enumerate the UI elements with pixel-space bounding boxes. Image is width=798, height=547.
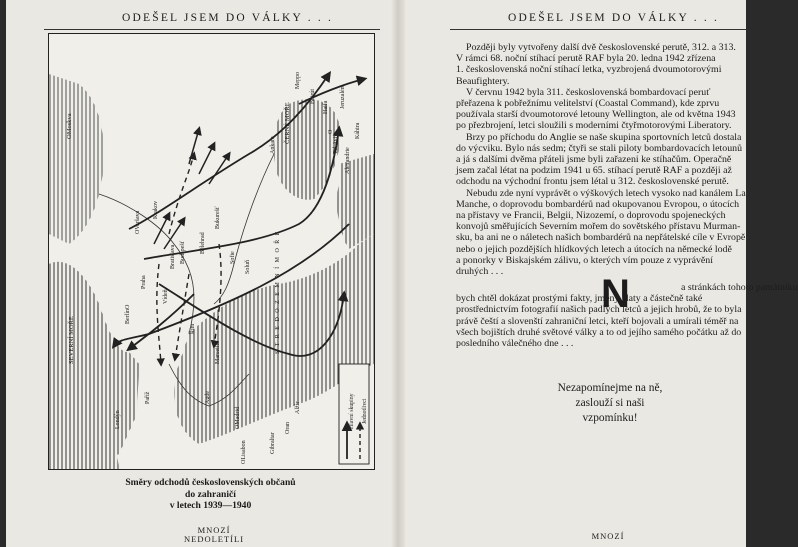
label-marseille: Marseille <box>215 341 221 364</box>
paragraph-line: nebo o jejich pozdějších hlídkových letech a útocích na německé lodě <box>456 243 732 255</box>
paragraph-line: V červnu 1942 byla 311. československá bombardovací peruť <box>466 86 711 98</box>
dedication-line: posledního válečného dne . . . <box>456 338 574 350</box>
paragraph-line: Nebudu zde nyní vyprávět o výškových letech vysoko nad kanálem La <box>466 187 746 199</box>
route-main-6 <box>299 79 364 104</box>
footer-left-line-1: MNOZÍ <box>197 525 231 535</box>
drop-cap: N <box>601 272 630 316</box>
paragraph-line: do výcviku. Bylo nás sedm; čtyři se stali piloty bombardovacích letounů <box>456 142 743 154</box>
label-kahira: Káhira <box>355 122 361 139</box>
label-lisabon: OLisabon <box>241 440 247 464</box>
paragraph-line: sku, ba ani ne o náletech našich bombardérů na nepřátelské cíle v Evropě <box>456 232 746 244</box>
label-bejrut-o: O <box>328 129 334 134</box>
footer-left <box>184 526 244 544</box>
label-belehrad: Bělehrad <box>200 232 206 254</box>
caption-line-2: do zahraničí <box>185 488 236 500</box>
paragraph-line: V rámci 68. noční stíhací perutě RAF byla 20. ledna 1942 zřízena <box>456 53 716 65</box>
label-berlin: BerlínO <box>125 304 131 324</box>
running-head-left: ODEŠEL JSEM DO VÁLKY . . . <box>122 12 334 24</box>
label-bejrut: Bejrút <box>310 89 316 104</box>
label-alzir: Alžír <box>295 401 301 414</box>
label-stredozemni-more: S T Ř E D O Z E M N Í M O Ř E <box>275 230 281 354</box>
caption-line-1: Směry odchodů československých občanů <box>125 477 296 488</box>
closing-line-2: zaslouží si naši <box>575 397 645 409</box>
label-solun: Soluň <box>245 259 251 274</box>
legend-main-groups: Hlavní skupiny <box>349 393 355 429</box>
map-caption <box>48 477 373 512</box>
left-page <box>6 0 398 547</box>
label-rim: Řím <box>190 323 196 334</box>
label-aleksandrie: Alexandrie <box>345 147 351 174</box>
label-tel-aviv: Tel Aviv <box>333 133 339 154</box>
route-ind-2 <box>157 264 161 364</box>
paragraph-line: konvojů směřujících Severním mořem do sovětského přístavu Murman- <box>456 221 741 233</box>
dedication-line: prostřednictvím fotografií našich padlých letců a jejich hrobů, že to byla <box>456 304 742 316</box>
emigration-map <box>48 33 375 470</box>
label-bratislava: Bratislava <box>170 244 176 269</box>
dedication-line: a stránkách tohoto památníku <box>681 282 798 293</box>
closing-line-1: Nezapomínejme na ně, <box>557 382 663 394</box>
label-jeruzalem: Jeruzalém <box>340 84 346 109</box>
paragraph-line: používala starší dvoumotorové letouny Wellington, ale od května 1943 <box>456 109 736 121</box>
paragraph-line: Později byly vytvořeny další dvě československé perutě, 312. a 313. <box>466 42 736 53</box>
label-vieden: Vídeň <box>163 289 169 304</box>
baltic-sea <box>49 74 104 244</box>
label-gibraltar: Gibraltar <box>270 432 276 454</box>
label-varsava: OVaršava <box>135 210 141 234</box>
dedication-line: všech bojištích druhé světové války a to od jejího samého počátku až do <box>456 326 742 338</box>
label-agde: Agde <box>205 391 211 404</box>
paragraph-line: druhých . . . <box>456 266 504 278</box>
paragraph-line: Manche, o doprovodu bombardérů nad okupovanou Evropou, o útocích <box>456 198 740 210</box>
body-text <box>456 42 756 277</box>
caption-line-3: v letech 1939—1940 <box>169 500 252 511</box>
east-med <box>337 154 374 249</box>
label-moskva: OMoskva <box>66 113 73 139</box>
footer-right: MNOZÍ <box>591 531 625 541</box>
paragraph-line: a ponorky v Biskajském zálivu, o kterých vím pouze z vyprávění <box>456 254 713 266</box>
label-budapest: Budapešť <box>180 240 186 264</box>
label-london: Londýn <box>115 410 121 429</box>
paragraph-line: na přístavy ve Francii, Belgii, Nizozemí, o doprovodu spojeneckých <box>456 210 726 222</box>
paragraph-line: 1. československá noční stíhací letka, vyzbrojená dvoumotorovými <box>456 64 722 76</box>
header-rule-left <box>44 29 380 30</box>
book-gutter <box>391 0 405 547</box>
legend-individuals: Jednotlivci <box>362 398 368 424</box>
label-cerne-more: ČERNÉ MOŘE <box>284 102 291 144</box>
label-sofia: Sofie <box>230 251 236 264</box>
closing-line-3: vzpomínku! <box>582 412 638 424</box>
closing-dedication <box>530 381 690 426</box>
paragraph-line: jsem začal létat na podzim 1941 u 65. stíhací perutě RAF a později až <box>456 165 732 177</box>
paragraph-line: odchodu na východní frontu jsem létal u 312. československé perutě. <box>456 176 729 188</box>
footer-left-line-2: NEDOLETÍLI <box>184 534 245 544</box>
paragraph-line: Beaufightery. <box>456 75 510 87</box>
header-rule-right <box>450 29 746 30</box>
label-meppo: Meppo <box>295 72 301 89</box>
label-krakov: Krakov <box>153 201 159 219</box>
paragraph-line: a já s dalšími dvěma přáteli jsme byli zařazeni ke stíhačům. Operačně <box>456 154 732 166</box>
label-madrid: OMadrid <box>235 407 241 429</box>
label-haifa: Haifa <box>323 100 329 114</box>
right-page <box>400 0 798 547</box>
label-severni-more: SEVERNÍ MOŘE <box>68 316 75 364</box>
paragraph-line: Brzy po příchodu do Anglie se naše skupina sportovních letců dostala <box>466 131 742 143</box>
paragraph-line: přeřazena k pobřežnímu velitelství (Coastal Command), kde zprvu <box>456 98 720 110</box>
map-graphic <box>49 34 374 469</box>
dedication-line: bych chtěl dokázat prostými fakty, jmény, daty a částečně také <box>456 293 703 305</box>
label-oran: Oran <box>285 422 291 434</box>
label-ankara: Ankara <box>270 136 276 154</box>
label-bukurest: Bukurešť <box>215 206 221 229</box>
label-paris: Paříž <box>145 391 151 404</box>
paragraph-line: po přezbrojení, letci sloužili s moderními čtyřmotorovými Liberatory. <box>456 120 732 132</box>
dedication-line: právě čeští a slovenští zahraniční letci, kteří bojovali a umírali téměř na <box>456 315 739 327</box>
label-praha: Praha <box>141 275 147 289</box>
running-head-right: ODEŠEL JSEM DO VÁLKY . . . <box>508 12 720 24</box>
